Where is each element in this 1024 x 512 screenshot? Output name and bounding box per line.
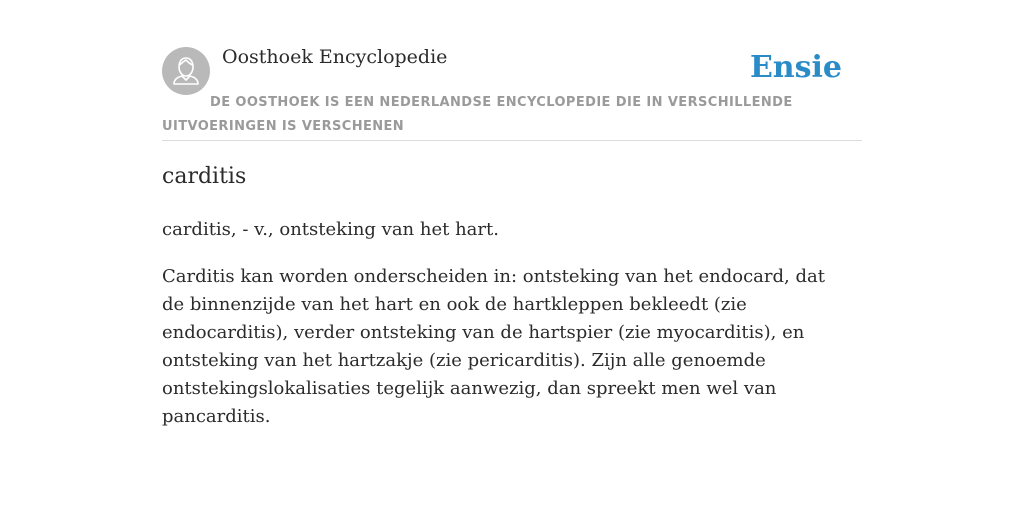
- article-paragraph: carditis, - v., ontsteking van het hart.: [162, 219, 499, 240]
- article-body: [162, 216, 852, 450]
- site-name[interactable]: Oosthoek Encyclopedie: [222, 46, 448, 68]
- article-paragraph: Carditis kan worden onderscheiden in: ontsteking van het endocard, dat de binnenzijde van het hart en ook de hartkleppen bekleedt (zie endocarditis), verder ontsteking van de hartspier (zie myocarditis), en ontsteking van het hartzakje (zie pericarditis). Zijn alle genoemde ontstekingslokalisaties tegelijk aanwezig, dan spreekt men wel van pancarditis.: [162, 266, 825, 427]
- site-header: [162, 46, 862, 141]
- page-title: carditis: [162, 164, 247, 189]
- site-tagline: DE OOSTHOEK IS EEN NEDERLANDSE ENCYCLOPEDIE DIE IN VERSCHILLENDE UITVOERINGEN IS VERSCHENEN: [162, 95, 793, 134]
- user-silhouette-icon[interactable]: [162, 47, 210, 95]
- brand-logo[interactable]: Ensie: [749, 50, 842, 85]
